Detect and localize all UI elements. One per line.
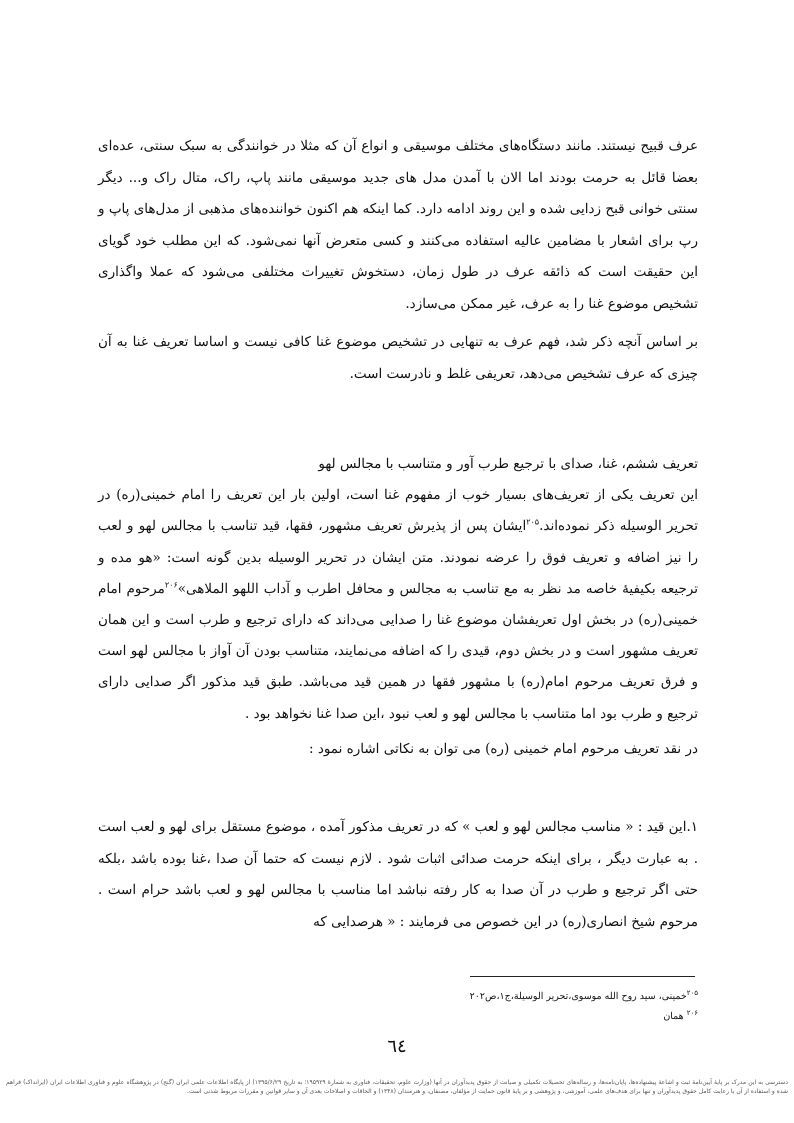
body-paragraph-2 (98, 327, 698, 390)
page-number: ٦٤ (387, 1036, 407, 1057)
footnote-reference[interactable]: ۲۰۵ (526, 517, 540, 527)
footnote-number: ۲۰۶ (686, 1009, 698, 1018)
paragraph-text: بر اساس آنچه ذکر شد، فهم عرف به تنهایی در تشخیص موضوع غنا کافی نیست و اساسا تعریف غنا به آن چیزی که عرف تشخیص می‌دهد، تعریفی غلط و نادرست است. (98, 334, 698, 382)
footnote (98, 985, 698, 1005)
paragraph-text: در نقد تعریف مرحوم امام خمینی (ره) می توان به نکاتی اشاره نمود : (308, 741, 698, 757)
paragraph-text: ۱.این قید : « مناسب مجالس لهو و لعب » که در تعریف مذکور آمده ، موضوع مستقل برای لهو و لعب است . به عبارت دیگر ، برای اینکه حرمت صدائی اثبات شود . لازم نیست که حتما آن صدا ،غنا بوده باشد ،بلکه حتی اگر ترجیع و طرب در آن صدا به کار رفته نباشد اما مناسب با مجالس لهو و لعب باشد حرام است . مرحوم شیخ انصاری(ره) در این خصوص می فرمایند : « هرصدایی که (98, 819, 698, 930)
footnote-text: همان (663, 1011, 684, 1023)
body-paragraph-4 (98, 734, 698, 766)
legal-notice: دسترسی به این مدرک بر پایهٔ آیین‌نامهٔ ثبت و اشاعهٔ پیشنهاده‌ها، پایان‌نامه‌ها، و رساله‌های تحصیلات تکمیلی و صیانت از حقوق پدیدآوران در آنها (وزارت علوم، تحقیقات، فناوری به شمارهٔ ۱۹۵۹۲۹؛ به تاریخ ۱۳۹۵/۶/۲۹) از پایگاه اطلاعات علمی ایران (گنج) در پژوهشگاه علوم و فناوری اطلاعات ایران (ایرانداک) فراهم شده و استفاده از آن با رعایت کامل حقوق پدیدآوران و تنها برای هدف‌های علمی، آموزشی، و پژوهشی و بر پایهٔ قانون حمایت از مؤلفان، مصنفان، و هنرمندان (۱۳۴۸) و الحاقات و اصلاحات بعدی آن و سایر قوانین و مقررات مربوط شدنی است. (6, 1079, 788, 1095)
footnote (98, 1005, 698, 1025)
paragraph-text: مرحوم امام خمینی(ره) در بخش اول تعریفشان موضوع غنا را صدایی می‌داند که دارای ترجیع و طرب است و این همان تعریف مشهور است و در بخش دوم، قیدی را که اضافه می‌نمایند، متناسب بودن آن آواز با مجالس لهو است و فرق تعریف مرحوم امام(ره) با مشهور فقها در همین قید می‌باشد. طبق قید مذکور اگر صدایی دارای ترجیع و طرب بود اما متناسب با مجالس لهو و لعب نبود ،این صدا غنا نخواهد بود . (98, 580, 698, 722)
footnote-number: ۲۰۵ (686, 989, 698, 997)
section-definition-6 (98, 449, 698, 730)
section-heading: تعریف ششم، غنا، صدای با ترجیع طرب آور و متناسب با مجالس لهو (318, 456, 698, 472)
footnote-divider (470, 976, 695, 977)
footnote-reference[interactable]: ۲۰۶ (164, 580, 178, 590)
body-paragraph-5 (98, 812, 698, 938)
paragraph-text: این تعریف یکی از تعریف‌های بسیار خوب از مفهوم غنا است، اولین بار این تعریف را امام خمینی(ره) در تحریر الوسیله ذکر نموده‌اند. (98, 487, 699, 535)
paragraph-text: ایشان پس از پذیرش تعریف مشهور، فقها، قید تناسب با مجالس لهو و لعب را نیز اضافه و تعریف فوق را عرضه نمودند. متن ایشان در تحریر الوسیله بدین گونه است: «هو مده و ترجیعه بکیفیهٔ خاصه مد نظر به مع تناسب به مجالس و محافل اطرب و آداب اللهو الملاهی» (98, 518, 698, 597)
paragraph-text: عرف قبیح نیستند. مانند دستگاه‌های مختلف موسیقی و انواع آن که مثلا در خوانندگی به سبک سنتی، عده‌ای بعضا قائل به حرمت بودند اما الان با آمدن مدل های جدید موسیقی مانند پاپ، راک، متال راک و... دیگر سنتی خوانی قبح زدایی شده و این روند ادامه دارد. کما اینکه هم اکنون خواننده‌های مذهبی از مدل‌های پاپ و رپ برای اشعار با مضامین عالیه استفاده می‌کنند و کسی متعرض آنها نمی‌شود. که این مطلب خود گویای این حقیقت است که ذائقه عرف در طول زمان، دستخوش تغییرات مختلفی می‌شود که عملا واگذاری تشخیص موضوع غنا را به عرف، غیر ممکن می‌سازد. (98, 138, 699, 312)
footnotes (98, 985, 698, 1025)
body-paragraph-1 (98, 131, 698, 321)
footnote-text: خمینی، سید روح الله موسوی،تحریر الوسیلة،ج۱،ص۲۰۲ (469, 991, 687, 1003)
body-paragraph-3 (98, 480, 698, 730)
